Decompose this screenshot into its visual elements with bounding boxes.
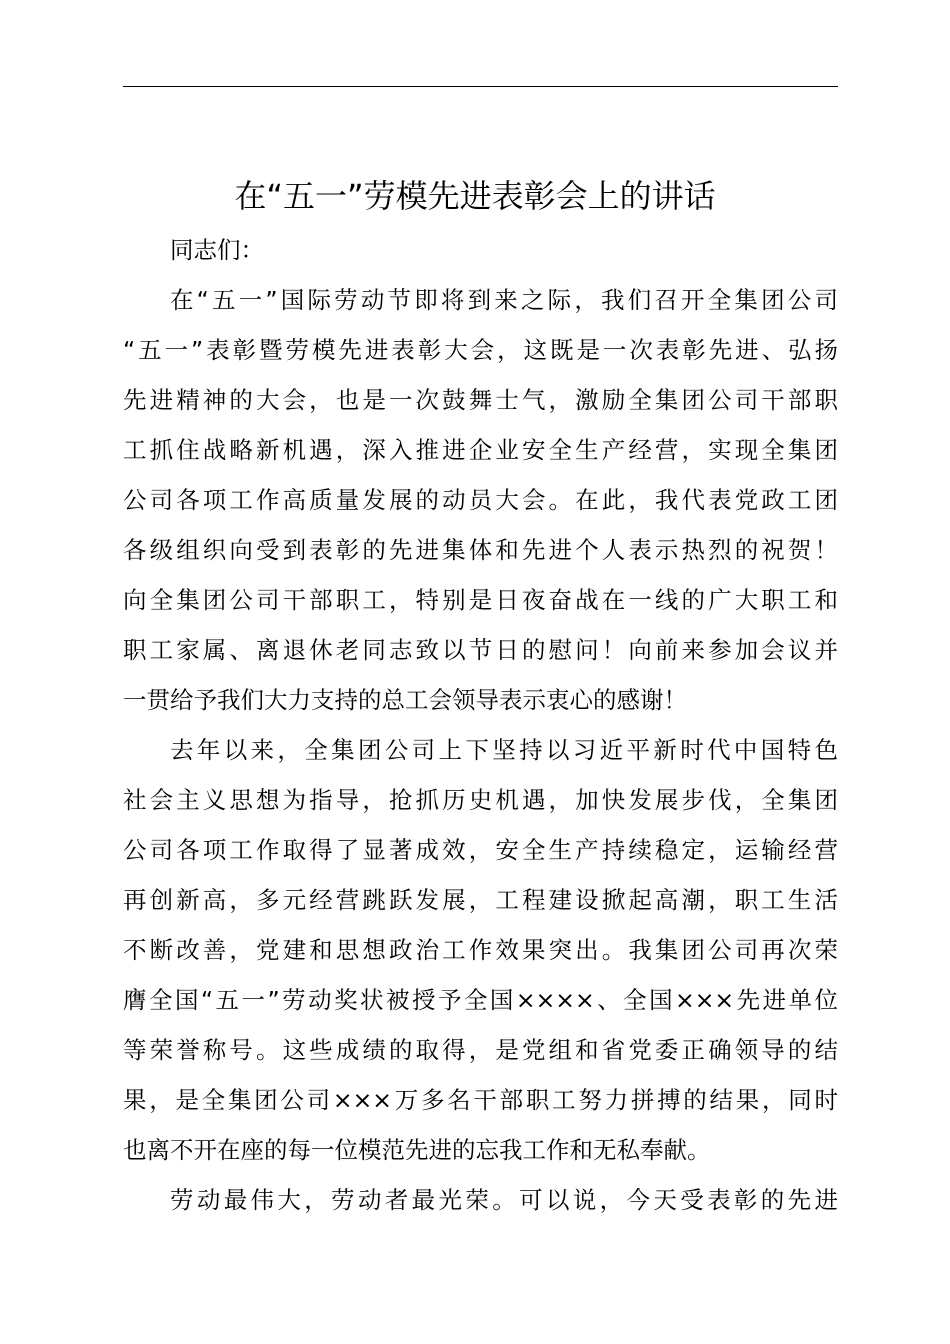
- text-line: 去年以来，全集团公司上下坚持以习近平新时代中国特色: [170, 736, 838, 764]
- header-rule: [123, 86, 838, 87]
- text-line: “五一”表彰暨劳模先进表彰大会，这既是一次表彰先进、弘扬: [123, 336, 838, 364]
- text-line: 同志们：: [170, 236, 264, 264]
- text-line: 果，是全集团公司×××万多名干部职工努力拼搏的结果，同时: [123, 1086, 838, 1114]
- text-line: 等荣誉称号。这些成绩的取得，是党组和省党委正确领导的结: [123, 1036, 838, 1064]
- text-line: 工抓住战略新机遇，深入推进企业安全生产经营，实现全集团: [123, 436, 838, 464]
- text-line: 一贯给予我们大力支持的总工会领导表示衷心的感谢！: [123, 686, 687, 714]
- text-line: 也离不开在座的每一位模范先进的忘我工作和无私奉献。: [123, 1136, 711, 1164]
- text-line: 各级组织向受到表彰的先进集体和先进个人表示热烈的祝贺！: [123, 536, 838, 564]
- text-line: 向全集团公司干部职工，特别是日夜奋战在一线的广大职工和: [123, 586, 838, 614]
- text-line: 膺全国“五一”劳动奖状被授予全国××××、全国×××先进单位: [123, 986, 838, 1014]
- text-line: 公司各项工作高质量发展的动员大会。在此，我代表党政工团: [123, 486, 838, 514]
- document-title: 在“五一”劳模先进表彰会上的讲话: [234, 177, 716, 216]
- text-line: 先进精神的大会，也是一次鼓舞士气，激励全集团公司干部职: [123, 386, 838, 414]
- text-line: 不断改善，党建和思想政治工作效果突出。我集团公司再次荣: [123, 936, 838, 964]
- text-line: 社会主义思想为指导，抢抓历史机遇，加快发展步伐，全集团: [123, 786, 838, 814]
- text-line: 劳动最伟大，劳动者最光荣。可以说，今天受表彰的先进: [170, 1186, 838, 1214]
- text-line: 职工家属、离退休老同志致以节日的慰问！向前来参加会议并: [123, 636, 838, 664]
- text-line: 在“五一”国际劳动节即将到来之际，我们召开全集团公司: [170, 286, 838, 314]
- text-line: 再创新高，多元经营跳跃发展，工程建设掀起高潮，职工生活: [123, 886, 838, 914]
- document-body: [123, 225, 838, 1225]
- text-line: 公司各项工作取得了显著成效，安全生产持续稳定，运输经营: [123, 836, 838, 864]
